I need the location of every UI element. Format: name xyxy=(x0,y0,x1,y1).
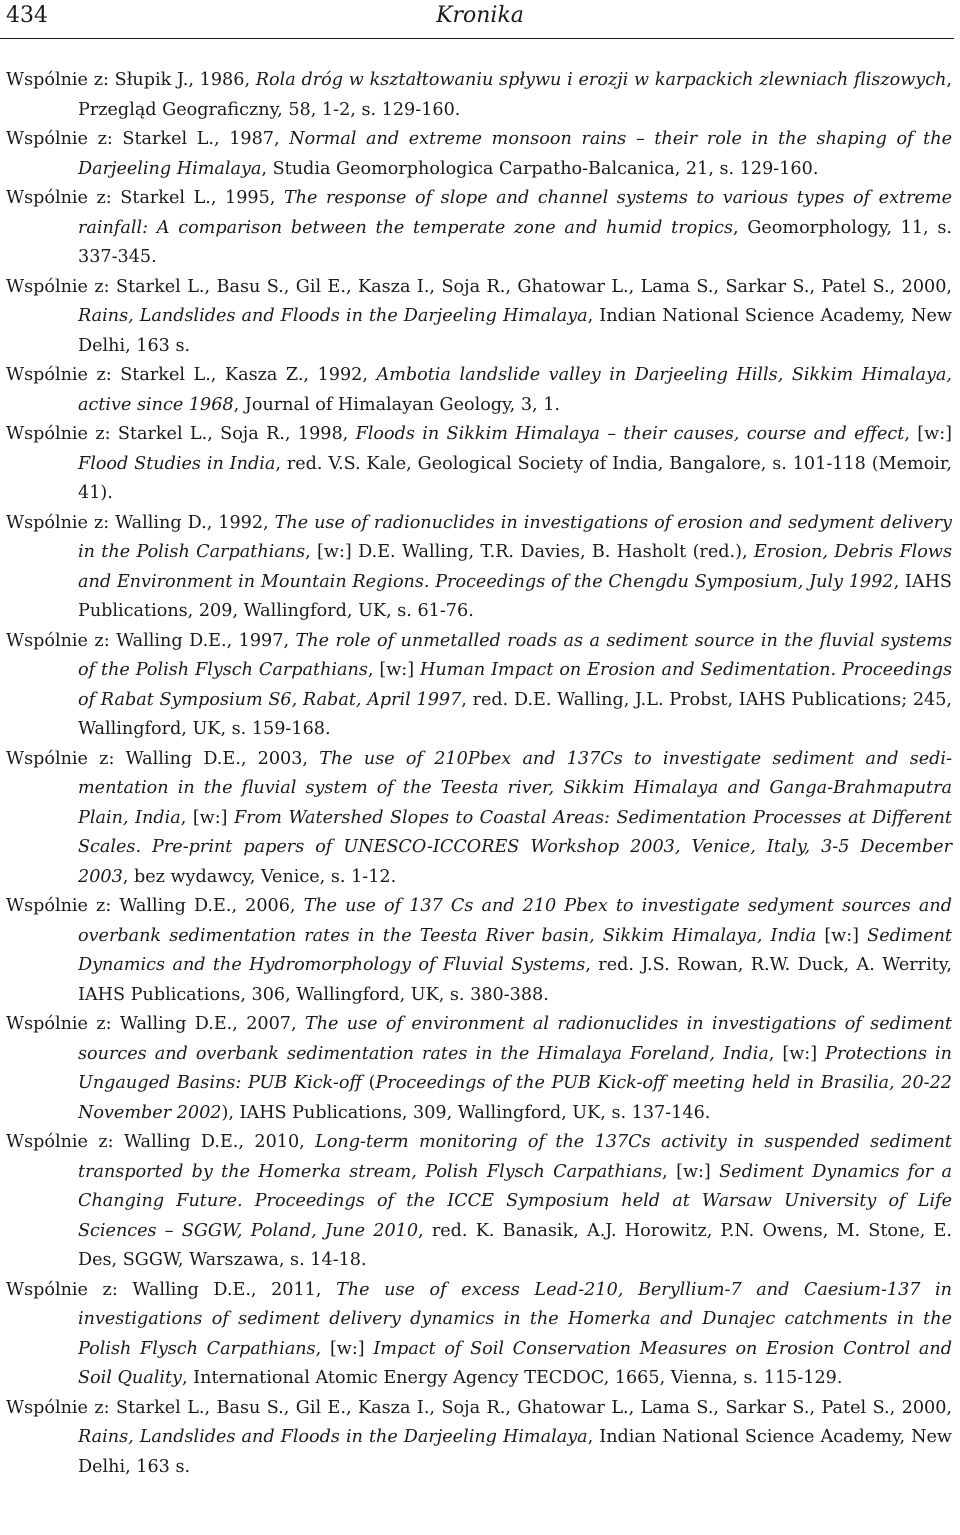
reference-title-text: Sediment Dynamics for a Changing Future. Proceedings of the ICCE Symposium held at Warsaw University of Life Sciences – SGGW, Poland, June 2010 xyxy=(78,1161,952,1241)
reference-text: , Indian National Science Academy, New Delhi, 163 s. xyxy=(78,1427,952,1477)
reference-text: , Indian National Science Academy, New Delhi, 163 s. xyxy=(78,306,952,356)
reference-entry xyxy=(6,745,952,893)
reference-text: , Geomorphology, 11, s. 337-345. xyxy=(78,217,953,267)
reference-title-text: The use of excess Lead-210, Beryllium-7 and Caesium-137 in investigations of sediment delivery dynamics in the Homerka and Dunajec catchments in the Polish Flysch Carpathians xyxy=(78,1279,953,1359)
reference-title-text: The use of radionuclides in investigations of erosion and sedyment delivery in the Polish Carpathians xyxy=(78,512,952,562)
reference-text: , [w:] xyxy=(367,660,421,680)
reference-text: Wspólnie z: Walling D.E., 2011, xyxy=(6,1279,337,1300)
reference-title-text: Human Impact on Erosion and Sedimentation. Proceedings of Rabat Symposium S6, Rabat, April 1997 xyxy=(78,660,952,710)
reference-text: Wspólnie z: Walling D., 1992, xyxy=(6,512,275,533)
reference-text: Wspólnie z: Starkel L., 1987, xyxy=(6,129,290,149)
reference-title-text: Flood Studies in India xyxy=(78,453,276,474)
reference-text: Wspólnie z: Starkel L., Kasza Z., 1992, xyxy=(6,365,377,385)
reference-entry xyxy=(6,1276,952,1394)
reference-title-text: Normal and extreme monsoon rains – their role in the shaping of the Darjeeling Himalaya xyxy=(78,129,952,179)
reference-entry xyxy=(6,892,952,1010)
reference-entry xyxy=(6,184,952,273)
reference-title-text: Rola dróg w kształtowaniu spływu i erozji w karpackich zlewniach fliszowych xyxy=(255,70,947,90)
reference-text: , bez wydawcy, Venice, s. 1-12. xyxy=(122,866,397,887)
reference-text: , International Atomic Energy Agency TECDOC, 1665, Vienna, s. 115-129. xyxy=(182,1368,843,1388)
reference-text: Wspólnie z: Walling D.E., 2007, xyxy=(6,1014,305,1034)
reference-title-text: The role of unmetalled roads as a sediment source in the fluvial systems of the Polish Flysch Carpathians xyxy=(78,630,953,680)
reference-title-text: Impact of Soil Conservation Measures on Erosion Control and Soil Quality xyxy=(78,1338,953,1388)
reference-title-text: Rains, Landslides and Floods in the Darjeeling Himalaya xyxy=(78,306,588,326)
reference-entry xyxy=(6,509,952,627)
reference-text: , [w:] xyxy=(662,1161,720,1182)
reference-text: , Journal of Himalayan Geology, 3, 1. xyxy=(233,394,561,415)
reference-entry xyxy=(6,1394,952,1483)
reference-text: , Przegląd Geograficzny, 58, 1-2, s. 129-160. xyxy=(78,70,952,120)
reference-text: [w:] xyxy=(816,925,868,946)
reference-text: , red. V.S. Kale, Geological Society of India, Bangalore, s. 101-118 (Memoir, 41). xyxy=(78,453,952,503)
reference-text: , red. J.S. Rowan, R.W. Duck, A. Werrity, IAHS Publications, 306, Wallingford, UK, s. 380-388. xyxy=(78,955,952,1005)
reference-text: , [w:] xyxy=(904,424,952,444)
reference-list xyxy=(6,66,952,1482)
reference-title-text: Proceedings of the PUB Kick-off meeting held in Brasilia, 20-22 November 2002 xyxy=(78,1073,952,1123)
reference-title-text: Long-term monitoring of the 137Cs activity in suspended sediment transported by the Homerka stream, Polish Flysch Carpathians xyxy=(78,1132,952,1182)
reference-entry xyxy=(6,361,952,420)
reference-text: Wspólnie z: Walling D.E., 2010, xyxy=(6,1132,316,1152)
reference-entry xyxy=(6,627,952,745)
reference-text: Wspólnie z: Starkel L., Basu S., Gil E., Kasza I., Soja R., Ghatowar L., Lama S., Sarkar S., Patel S., 2000, xyxy=(6,1397,952,1418)
reference-title-text: Sediment Dynamics and the Hydromorphology of Fluvial Systems xyxy=(78,925,952,975)
reference-text: Wspólnie z: Walling D.E., 2006, xyxy=(6,896,304,916)
reference-title-text: The use of 137 Cs and 210 Pbex to investigate sedyment sources and overbank sedimentation rates in the Teesta River basin, Sikkim Himalaya, India xyxy=(78,896,952,946)
reference-title-text: The use of environment al radionuclides in investigations of sediment sources and overbank sedimentation rates in the Himalaya Foreland, India xyxy=(78,1014,952,1064)
reference-text: Wspólnie z: Walling D.E., 2003, xyxy=(6,748,320,769)
reference-title-text: Protections in Ungauged Basins: PUB Kick-off xyxy=(78,1043,952,1093)
reference-title-text: Floods in Sikkim Himalaya – their causes, course and effect xyxy=(355,424,905,444)
reference-text: Wspólnie z: Walling D.E., 1997, xyxy=(6,630,296,651)
running-title: Kronika xyxy=(436,3,524,28)
reference-title-text: Ambotia landslide valley in Darjeeling Hills, Sikkim Himalaya, active since 1968 xyxy=(78,365,952,415)
reference-text: , Studia Geomorphologica Carpatho-Balcanica, 21, s. 129-160. xyxy=(261,158,819,179)
reference-text: , red. D.E. Walling, J.L. Probst, IAHS Publications; 245, Wallingford, UK, s. 159-168. xyxy=(78,689,952,739)
reference-text: Wspólnie z: Starkel L., Basu S., Gil E., Kasza I., Soja R., Ghatowar L., Lama S., Sarkar S., Patel S., 2000, xyxy=(6,276,952,297)
reference-text: , IAHS Publications, 209, Wallingford, UK, s. 61-76. xyxy=(78,571,952,621)
reference-text: , [w:] D.E. Walling, T.R. Davies, B. Hasholt (red.), xyxy=(305,542,754,562)
reference-entry xyxy=(6,66,952,125)
reference-title-text: The response of slope and channel systems to various types of extreme rainfall: A comparison between the temperate zone and humid tropics xyxy=(78,188,952,238)
reference-text: Wspólnie z: Słupik J., 1986, xyxy=(6,70,256,90)
reference-text: Wspólnie z: Starkel L., Soja R., 1998, xyxy=(6,424,356,444)
reference-text: , [w:] xyxy=(768,1043,826,1064)
reference-text: Wspólnie z: Starkel L., 1995, xyxy=(6,188,284,208)
reference-text: ), IAHS Publications, 309, Wallingford, UK, s. 137-146. xyxy=(221,1102,711,1123)
reference-title-text: Erosion, Debris Flows and Environment in Mountain Regions. Proceedings of the Chengdu Symposium, July 1992 xyxy=(78,542,952,592)
reference-text: , [w:] xyxy=(180,807,235,828)
page-number: 434 xyxy=(6,3,48,28)
reference-title-text: From Watershed Slopes to Coastal Areas: Sedimentation Processes at Different Scales. Pre-print papers of UNESCO-ICCORES Workshop 2003, Venice, Italy, 3-5 December 2003 xyxy=(78,807,953,887)
reference-entry xyxy=(6,1010,952,1128)
reference-title-text: The use of 210Pbex and 137Cs to investigate sediment and sedimentation in the fluvial system of the Teesta river, Sikkim Himalaya and Ganga-Brahmaputra Plain, India xyxy=(78,748,953,828)
reference-entry xyxy=(6,420,952,509)
page-header xyxy=(0,0,960,38)
reference-entry xyxy=(6,1128,952,1276)
reference-text: , [w:] xyxy=(315,1338,374,1359)
reference-entry xyxy=(6,125,952,184)
reference-text: ( xyxy=(361,1073,376,1093)
reference-text: , red. K. Banasik, A.J. Horowitz, P.N. Owens, M. Stone, E. Des, SGGW, Warszawa, s. 14-18. xyxy=(78,1220,952,1270)
header-rule xyxy=(0,38,954,39)
reference-entry xyxy=(6,273,952,362)
reference-title-text: Rains, Landslides and Floods in the Darjeeling Himalaya xyxy=(78,1427,588,1447)
